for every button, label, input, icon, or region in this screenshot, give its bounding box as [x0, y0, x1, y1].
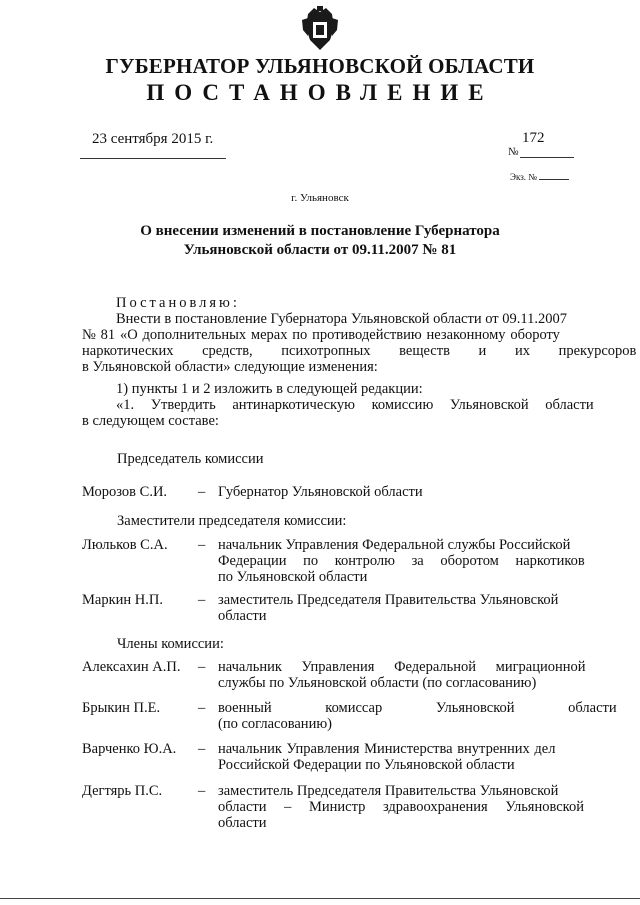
- member-position: Губернатор Ульяновской области: [218, 484, 423, 500]
- member-dash: –: [198, 700, 206, 716]
- member-dash: –: [198, 783, 206, 799]
- member-name: Варченко Ю.А.: [82, 741, 177, 757]
- document-date: 23 сентября 2015 г.: [92, 131, 214, 147]
- intro-line: в Ульяновской области» следующие изменения:: [82, 359, 378, 375]
- copy-number-label: Экз. №: [510, 172, 569, 182]
- document-city: г. Ульяновск: [291, 192, 349, 204]
- clause-line: «1. Утвердить антинаркотическую комиссию Ульяновской области: [116, 397, 594, 413]
- point-1: 1) пункты 1 и 2 изложить в следующей редакции:: [116, 381, 423, 397]
- member-name: Брыкин П.Е.: [82, 700, 161, 716]
- member-position: заместитель Председателя Правительства Ульяновской области: [218, 592, 559, 624]
- document-title: [100, 222, 540, 260]
- member-position: начальник Управления Министерства внутренних дел Российской Федерации по Ульяновской области: [218, 741, 556, 773]
- member-dash: –: [198, 741, 206, 757]
- title-line: Ульяновской области от 09.11.2007 № 81: [183, 242, 457, 258]
- member-position: начальник Управления Федеральной миграционной службы по Ульяновской области (по согласованию): [218, 659, 586, 691]
- member-name: Алексахин А.П.: [82, 659, 181, 675]
- number-underline: [520, 157, 574, 158]
- title-line: О внесении изменений в постановление Губернатора: [140, 223, 500, 239]
- clause-line: в следующем составе:: [82, 413, 219, 429]
- member-name: Люльков С.А.: [82, 537, 168, 553]
- coat-of-arms-emblem: [300, 6, 340, 52]
- intro-line: наркотических средств, психотропных веществ и их прекурсоров: [82, 343, 637, 359]
- authority-heading: ГУБЕРНАТОР УЛЬЯНОВСКОЙ ОБЛАСТИ: [105, 54, 535, 78]
- document-number: 172: [522, 130, 545, 146]
- member-name: Морозов С.И.: [82, 484, 168, 500]
- member-name: Маркин Н.П.: [82, 592, 163, 608]
- intro-line: № 81 «О дополнительных мерах по противодействию незаконному обороту: [82, 327, 560, 343]
- clause-paragraph: [82, 397, 594, 429]
- member-name: Дегтярь П.С.: [82, 783, 163, 799]
- intro-line: Внести в постановление Губернатора Ульяновской области от 09.11.2007: [116, 311, 567, 327]
- section-members-heading: Члены комиссии:: [117, 636, 224, 652]
- member-position: начальник Управления Федеральной службы Российской Федерации по контролю за оборотом наркотиков по Ульяновской области: [218, 537, 585, 585]
- page-bottom-rule: [0, 898, 640, 899]
- date-underline: [80, 158, 226, 159]
- member-position: военный комиссар Ульяновской области (по согласованию): [218, 700, 617, 732]
- resolve-word: Постановляю:: [116, 295, 240, 311]
- document-type-heading: ПОСТАНОВЛЕНИЕ: [146, 80, 494, 105]
- member-dash: –: [198, 484, 206, 500]
- section-deputies-heading: Заместители председателя комиссии:: [117, 513, 347, 529]
- member-dash: –: [198, 592, 206, 608]
- copy-number-blank: [539, 179, 569, 180]
- member-dash: –: [198, 659, 206, 675]
- member-position: заместитель Председателя Правительства Ульяновской области – Министр здравоохранения Ульяновской области: [218, 783, 585, 831]
- intro-paragraph: [82, 311, 637, 375]
- member-dash: –: [198, 537, 206, 553]
- number-sign: №: [508, 146, 519, 158]
- section-chair-heading: Председатель комиссии: [117, 451, 264, 467]
